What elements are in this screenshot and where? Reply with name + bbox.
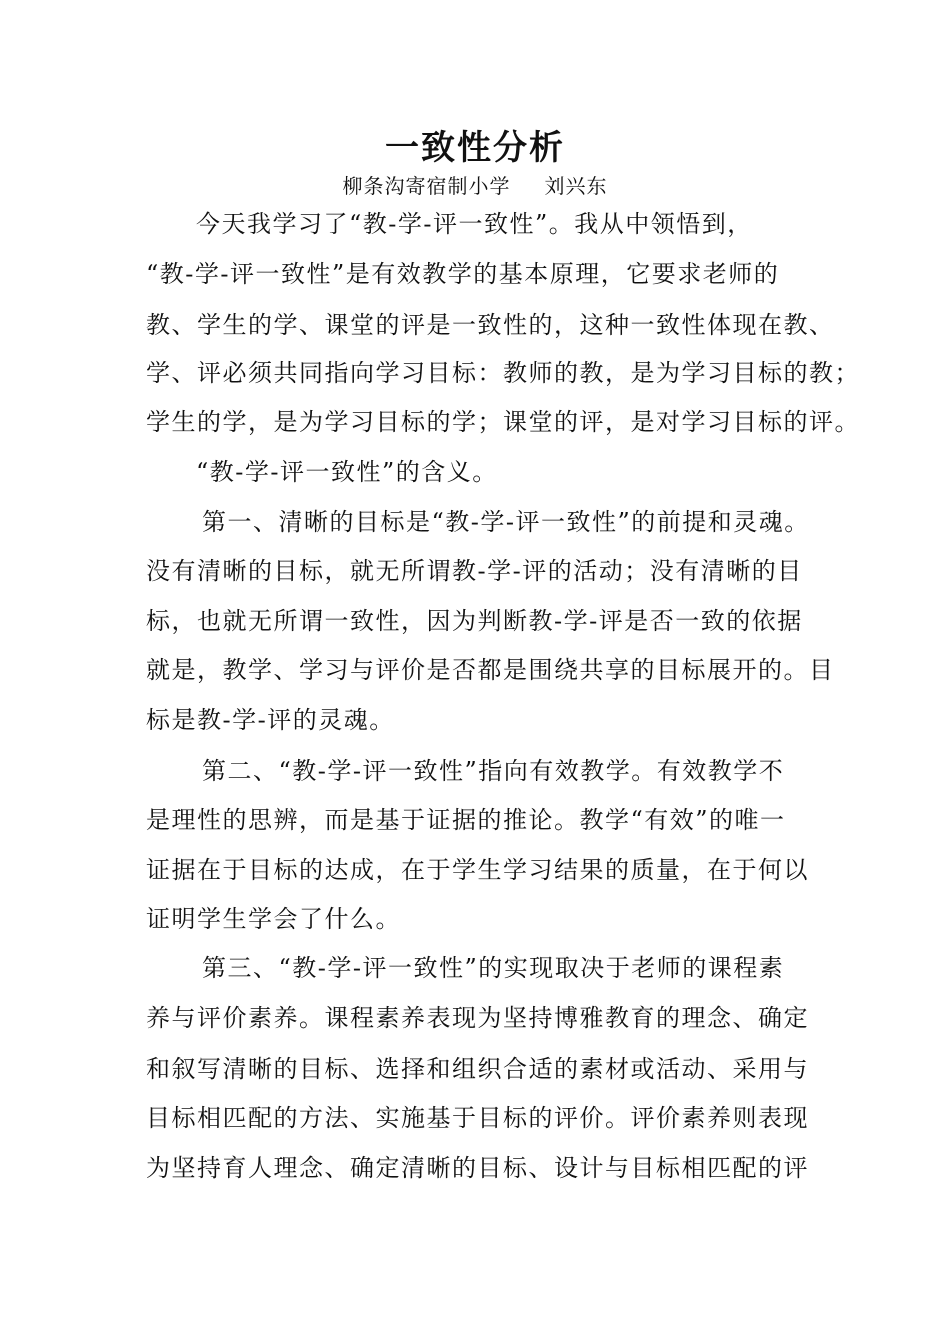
- text-line: “教-学-评一致性”的含义。: [196, 458, 498, 486]
- school-name: 柳条沟寄宿制小学: [342, 174, 511, 198]
- text-line: 证明学生学会了什么。: [146, 905, 401, 933]
- text-line: 第一、清晰的目标是“教-学-评一致性”的前提和灵魂。: [202, 508, 810, 536]
- byline: [0, 172, 950, 200]
- text-line: 学、评必须共同指向学习目标：教师的教，是为学习目标的教；: [146, 359, 860, 387]
- author-name: 刘兴东: [544, 174, 608, 198]
- text-line: 今天我学习了“教-学-评一致性”。我从中领悟到，: [196, 210, 753, 238]
- text-line: 学生的学，是为学习目标的学；课堂的评，是对学习目标的评。: [146, 408, 860, 436]
- text-line: 目标相匹配的方法、实施基于目标的评价。评价素养则表现: [146, 1104, 809, 1132]
- text-line: 第三、“教-学-评一致性”的实现取决于老师的课程素: [202, 954, 785, 982]
- text-line: 养与评价素养。课程素养表现为坚持博雅教育的理念、确定: [146, 1004, 809, 1032]
- text-line: 没有清晰的目标，就无所谓教-学-评的活动；没有清晰的目: [146, 557, 803, 585]
- text-line: 就是，教学、学习与评价是否都是围绕共享的目标展开的。目: [146, 656, 835, 684]
- text-line: “教-学-评一致性”是有效教学的基本原理，它要求老师的: [146, 260, 780, 288]
- text-line: 标是教-学-评的灵魂。: [146, 706, 395, 734]
- text-line: 教、学生的学、课堂的评是一致性的，这种一致性体现在教、: [146, 311, 835, 339]
- page-title: 一致性分析: [385, 128, 565, 168]
- text-line: 为坚持育人理念、确定清晰的目标、设计与目标相匹配的评: [146, 1154, 809, 1182]
- text-line: 和叙写清晰的目标、选择和组织合适的素材或活动、采用与: [146, 1055, 809, 1083]
- text-line: 是理性的思辨，而是基于证据的推论。教学“有效”的唯一: [146, 806, 786, 834]
- text-line: 证据在于目标的达成，在于学生学习结果的质量，在于何以: [146, 856, 809, 884]
- text-line: 标，也就无所谓一致性，因为判断教-学-评是否一致的依据: [146, 607, 803, 635]
- text-line: 第二、“教-学-评一致性”指向有效教学。有效教学不: [202, 757, 785, 785]
